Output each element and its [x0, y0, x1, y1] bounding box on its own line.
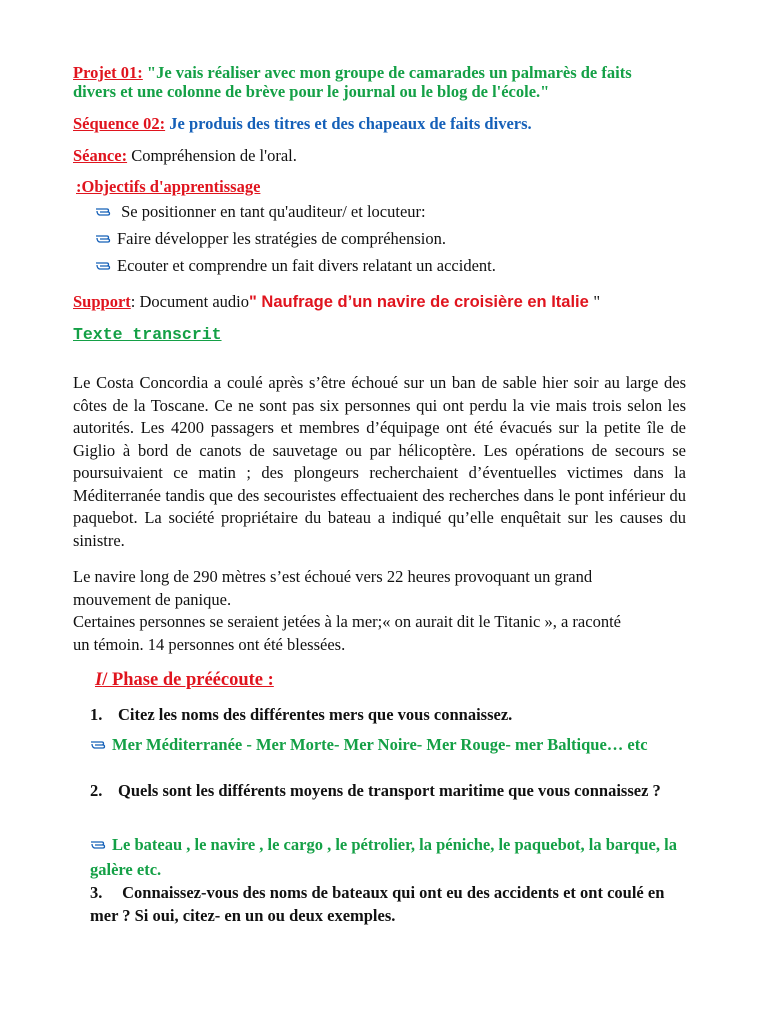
answer-text: Mer Méditerranée - Mer Morte- Mer Noire- Mer Rouge- mer Baltique… etc: [112, 735, 648, 754]
answer-1: [90, 732, 690, 757]
question-2: [90, 780, 690, 803]
seance-text: Compréhension de l'oral.: [127, 146, 297, 165]
pointing-hand-icon: [95, 205, 117, 217]
support-text: : Document audio: [130, 292, 250, 311]
texte-paragraph-2-line: Certaines personnes se seraient jetées à la mer;« on aurait dit le Titanic », a raconté: [73, 612, 621, 631]
phase-title-text: / Phase de préécoute :: [102, 670, 274, 690]
phase-roman: I: [95, 670, 103, 690]
sequence-label: Séquence 02:: [73, 114, 166, 133]
seance-label: Séance:: [73, 146, 128, 165]
pointing-hand-icon: [90, 738, 112, 750]
objectif-item: [95, 201, 426, 223]
sequence-line: [73, 113, 532, 135]
objectif-item-text: Ecouter et comprendre un fait divers relatant un accident.: [117, 256, 496, 275]
support-label: Support: [73, 292, 131, 311]
phase-title: [95, 670, 274, 691]
pointing-hand-icon: [90, 838, 112, 850]
sequence-text: Je produis des titres et des chapeaux de faits divers.: [165, 114, 532, 133]
question-text: Connaissez-vous des noms de bateaux qui ont eu des accidents et ont coulé en mer ? Si oui, citez- en un ou deux exemples.: [90, 883, 665, 925]
question-number: 1.: [90, 705, 103, 724]
texte-paragraph-1-text: Le Costa Concordia a coulé après s’être échoué sur un ban de sable hier soir au large des côtes de la Toscane. Ce ne sont pas six personnes qui ont perdu la vie mais trois selon les autorités. Les 4200 passagers et membres d’équipage ont été évacués sur la petite île de Giglio à bord de canots de sauvetage ou par hélicoptère. Les opérations de secours se poursuivaient ce matin ; des plongeurs recherchaient d’éventuelles victimes dans la Méditerranée tandis que des secouristes effectuaient des recherches dans le pont inférieur du paquebot. La société propriétaire du bateau a indiqué qu’elle enquêtait sur les causes du sinistre.: [73, 373, 686, 550]
question-number: 3.: [90, 883, 103, 902]
objectif-item: [95, 228, 446, 250]
answer-text: Le bateau , le navire , le cargo , le pétrolier, la péniche, le paquebot, la barque, la galère etc.: [90, 835, 677, 879]
texte-paragraph-2-line: Le navire long de 290 mètres s’est échoué vers 22 heures provoquant un grand: [73, 567, 593, 586]
support-line: [73, 291, 600, 313]
objectif-item-text: Se positionner en tant qu'auditeur/ et locuteur:: [117, 202, 426, 221]
support-close-quote: ": [593, 292, 601, 311]
texte-paragraph-2-line: un témoin. 14 personnes ont été blessées.: [73, 634, 346, 654]
projet-text-1: "Je vais réaliser avec mon groupe de camarades un palmarès de faits: [142, 63, 632, 82]
question-text: Citez les noms des différentes mers que vous connaissez.: [118, 705, 513, 724]
texte-title: Texte transcrit: [73, 325, 222, 344]
objectifs-title: :Objectifs d'apprentissage: [76, 177, 261, 196]
texte-paragraph-1: [73, 372, 686, 552]
support-title: " Naufrage d’un navire de croisière en Italie: [249, 293, 594, 311]
objectif-item-text: Faire développer les stratégies de compréhension.: [117, 229, 446, 248]
pointing-hand-icon: [95, 232, 117, 244]
answer-2: [90, 832, 690, 882]
projet-line-2: divers et une colonne de brève pour le journal ou le blog de l'école.": [73, 82, 550, 101]
texte-paragraph-2: [73, 566, 686, 656]
objectifs-title-line: [76, 176, 260, 198]
texte-paragraph-2-line: mouvement de panique.: [73, 589, 232, 609]
question-1: [90, 704, 690, 727]
question-number: 2.: [90, 781, 103, 800]
pointing-hand-icon: [95, 259, 117, 271]
question-3: [90, 882, 690, 927]
objectif-item: [95, 255, 496, 277]
seance-line: [73, 145, 297, 167]
question-text: Quels sont les différents moyens de transport maritime que vous connaissez ?: [118, 781, 661, 800]
projet-label: Projet 01:: [73, 63, 143, 82]
